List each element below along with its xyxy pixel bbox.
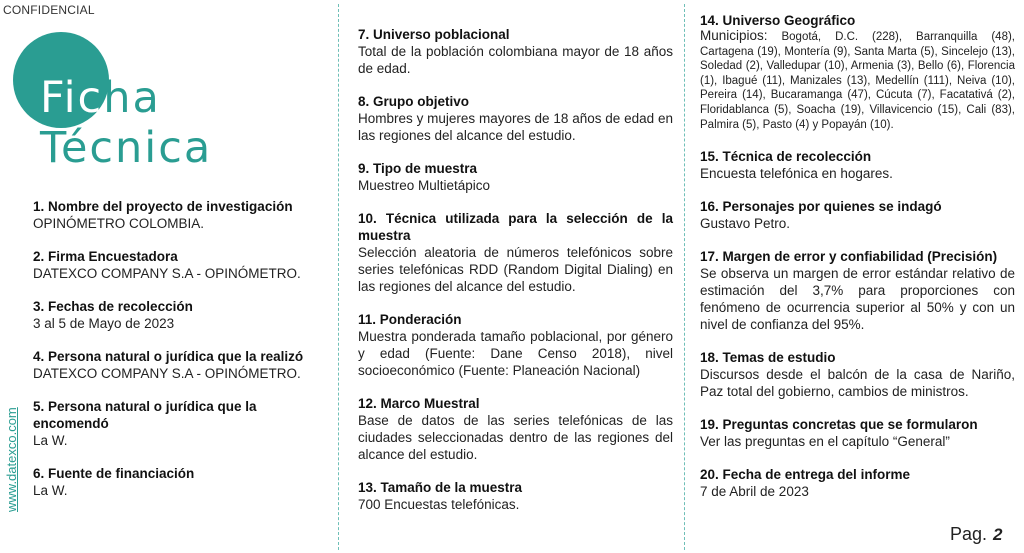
- item-7: [358, 26, 673, 77]
- municipios-list: Bogotá, D.C. (228), Barranquilla (48), Cartagena (19), Montería (9), Santa Marta (5), Sincelejo (13), Soledad (2), Valledupar (10), Armenia (3), Bello (6), Florencia (1), Ibagué (11), Manizales (13), Medellín (111), Neiva (10), Pereira (14), Bucaramanga (47), Cúcuta (7), Facatativá (2), Floridablanca (5), Soacha (19), Villavicencio (15), Cali (83), Palmira (5), Pasto (4) y Popayán (10).: [700, 31, 1015, 131]
- item-title: 5. Persona natural o jurídica que la encomendó: [33, 399, 257, 431]
- item-body: 700 Encuestas telefónicas.: [358, 497, 520, 512]
- page-number-value: 2: [993, 525, 1003, 544]
- item-title: 14. Universo Geográfico: [700, 13, 856, 28]
- column-1: [33, 198, 333, 515]
- website-link[interactable]: www.datexco.com: [4, 407, 19, 512]
- page-number: [950, 524, 1003, 545]
- page-label: Pag.: [950, 524, 988, 544]
- item-20: [700, 466, 1015, 500]
- item-body: 3 al 5 de Mayo de 2023: [33, 316, 175, 331]
- column-2: [358, 26, 673, 529]
- item-9: [358, 160, 673, 194]
- item-body: Hombres y mujeres mayores de 18 años de edad en las regiones del alcance del estudio.: [358, 111, 673, 143]
- item-body: Gustavo Petro.: [700, 216, 791, 232]
- item-title: 12. Marco Muestral: [358, 396, 480, 411]
- title-line-2: Técnica: [40, 123, 213, 173]
- item-body: DATEXCO COMPANY S.A - OPINÓMETRO.: [33, 366, 301, 381]
- item-17: [700, 248, 1015, 333]
- item-title: 4. Persona natural o jurídica que la realizó: [33, 349, 304, 364]
- item-15: [700, 148, 1015, 182]
- item-title: 8. Grupo objetivo: [358, 94, 470, 109]
- title-line-1-b: ha: [103, 73, 161, 123]
- item-19: [700, 416, 1015, 450]
- item-14: [700, 12, 1015, 132]
- item-title: 18. Temas de estudio: [700, 350, 836, 366]
- item-10: [358, 210, 673, 295]
- item-title: 19. Preguntas concretas que se formularon: [700, 417, 978, 433]
- item-body: Se observa un margen de error estándar relativo de estimación del 3,7% para proporciones con fenómeno de ocurrencia superior al 50% y con un nivel de confianza del 95%.: [700, 266, 1015, 333]
- item-8: [358, 93, 673, 144]
- title-line-1: [40, 73, 161, 123]
- item-11: [358, 311, 673, 379]
- item-2: [33, 248, 333, 282]
- item-13: [358, 479, 673, 513]
- item-title: 20. Fecha de entrega del informe: [700, 467, 911, 483]
- item-1: [33, 198, 333, 232]
- item-body: La W.: [33, 433, 68, 448]
- item-body: 7 de Abril de 2023: [700, 484, 809, 500]
- item-title: 3. Fechas de recolección: [33, 299, 193, 314]
- item-16: [700, 198, 1015, 232]
- item-title: 9. Tipo de muestra: [358, 161, 478, 176]
- item-3: [33, 298, 333, 332]
- municipios-lead: Municipios:: [700, 28, 768, 43]
- item-6: [33, 465, 333, 499]
- item-body: Base de datos de las series telefónicas de las ciudades seleccionadas dentro de las regiones del alcance del estudio.: [358, 413, 673, 462]
- item-title: 6. Fuente de financiación: [33, 466, 195, 481]
- item-body: Muestra ponderada tamaño poblacional, por género y edad (Fuente: Dane Censo 2018), nivel socioeconómico (Fuente: Planeación Nacional): [358, 329, 673, 378]
- item-title: 11. Ponderación: [358, 312, 462, 327]
- item-title: 1. Nombre del proyecto de investigación: [33, 199, 293, 214]
- item-title: 10. Técnica utilizada para la selección de la muestra: [358, 211, 673, 243]
- item-body: Selección aleatoria de números telefónicos sobre series telefónicas RDD (Random Digital Dialing) en las regiones del alcance del estudio.: [358, 245, 673, 294]
- confidential-label: CONFIDENCIAL: [3, 3, 95, 17]
- item-title: 2. Firma Encuestadora: [33, 249, 178, 264]
- column-divider-2: [684, 4, 685, 550]
- item-body: Total de la población colombiana mayor de 18 años de edad.: [358, 44, 673, 76]
- item-body: OPINÓMETRO COLOMBIA.: [33, 216, 205, 231]
- item-body: Ver las preguntas en el capítulo “General”: [700, 434, 950, 450]
- item-body: Muestreo Multietápico: [358, 178, 491, 193]
- item-18: [700, 349, 1015, 400]
- column-3: [700, 12, 1015, 516]
- item-body: [700, 29, 1015, 132]
- item-body: La W.: [33, 483, 68, 498]
- item-title: 17. Margen de error y confiabilidad (Precisión): [700, 249, 998, 265]
- item-title: 13. Tamaño de la muestra: [358, 480, 523, 495]
- column-divider-1: [338, 4, 339, 550]
- item-5: [33, 398, 333, 449]
- item-body: DATEXCO COMPANY S.A - OPINÓMETRO.: [33, 266, 301, 281]
- item-12: [358, 395, 673, 463]
- item-4: [33, 348, 333, 382]
- item-title: 16. Personajes por quienes se indagó: [700, 199, 942, 215]
- item-title: 15. Técnica de recolección: [700, 149, 872, 165]
- title-line-1-a: Fic: [40, 73, 104, 123]
- item-title: 7. Universo poblacional: [358, 27, 510, 42]
- item-body: Discursos desde el balcón de la casa de Nariño, Paz total del gobierno, cambios de ministros.: [700, 367, 1015, 400]
- item-body: Encuesta telefónica en hogares.: [700, 166, 893, 182]
